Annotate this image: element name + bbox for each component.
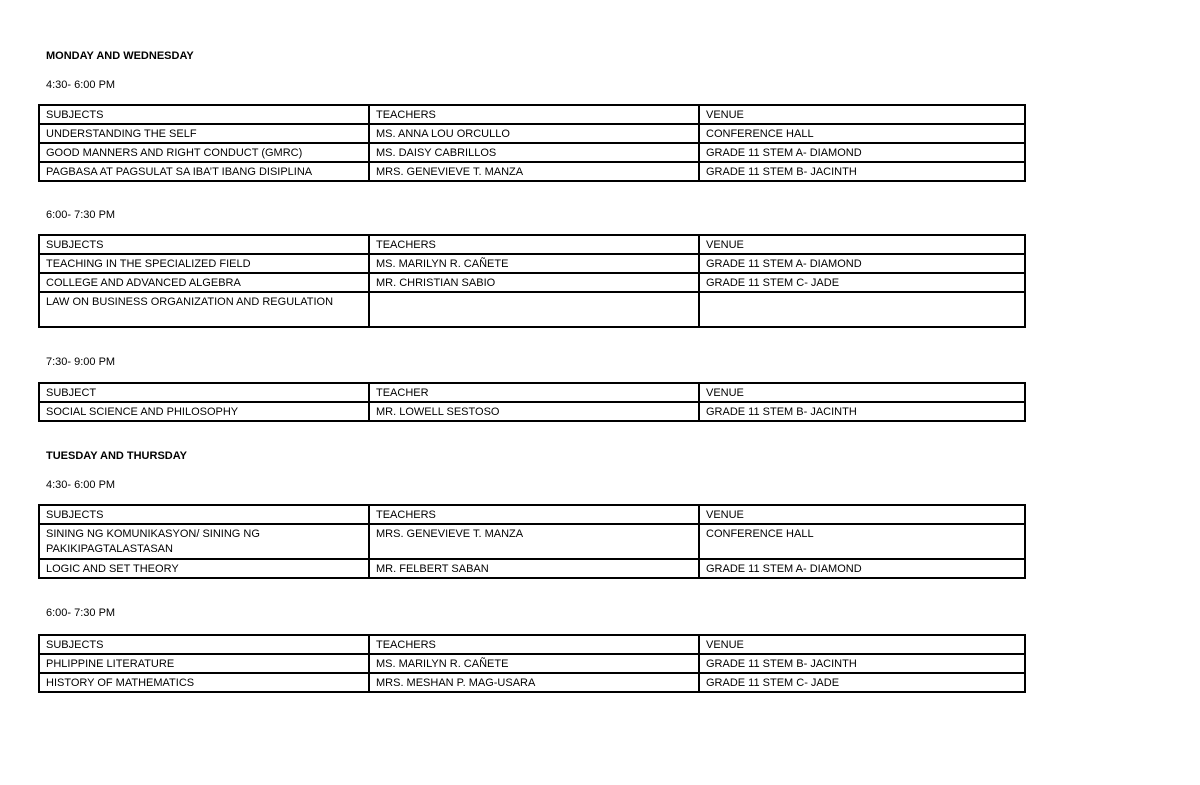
column-header: TEACHERS (369, 635, 699, 654)
column-header: SUBJECT (39, 383, 369, 402)
subject-cell: SINING NG KOMUNIKASYON/ SINING NG PAKIKIPAGTALASTASAN (39, 524, 369, 559)
table-row (39, 124, 1025, 143)
table-header-row (39, 505, 1025, 524)
subject-cell: COLLEGE AND ADVANCED ALGEBRA (39, 273, 369, 292)
column-header: VENUE (699, 383, 1025, 402)
subject-cell: HISTORY OF MATHEMATICS (39, 673, 369, 692)
time-slot-label: 6:00- 7:30 PM (46, 209, 116, 221)
teacher-cell: MRS. MESHAN P. MAG-USARA (369, 673, 699, 692)
column-header: SUBJECTS (39, 235, 369, 254)
venue-cell: CONFERENCE HALL (699, 524, 1025, 559)
venue-cell: GRADE 11 STEM C- JADE (699, 673, 1025, 692)
table-header-row (39, 635, 1025, 654)
schedule-table (38, 634, 1026, 693)
teacher-cell: MR. CHRISTIAN SABIO (369, 273, 699, 292)
venue-cell (699, 292, 1025, 327)
table-row (39, 673, 1025, 692)
venue-cell: GRADE 11 STEM A- DIAMOND (699, 143, 1025, 162)
table-row (39, 524, 1025, 559)
column-header: SUBJECTS (39, 505, 369, 524)
subject-cell: GOOD MANNERS AND RIGHT CONDUCT (GMRC) (39, 143, 369, 162)
subject-cell: SOCIAL SCIENCE AND PHILOSOPHY (39, 402, 369, 421)
venue-cell: GRADE 11 STEM C- JADE (699, 273, 1025, 292)
table-row (39, 254, 1025, 273)
column-header: VENUE (699, 635, 1025, 654)
table-row (39, 143, 1025, 162)
subject-cell: UNDERSTANDING THE SELF (39, 124, 369, 143)
time-slot-label: 6:00- 7:30 PM (46, 607, 116, 619)
table-row (39, 559, 1025, 578)
table-header-row (39, 105, 1025, 124)
teacher-cell: MRS. GENEVIEVE T. MANZA (369, 524, 699, 559)
teacher-cell: MS. MARILYN R. CAÑETE (369, 254, 699, 273)
schedule-table (38, 234, 1026, 328)
teacher-cell: MR. LOWELL SESTOSO (369, 402, 699, 421)
teacher-cell: MRS. GENEVIEVE T. MANZA (369, 162, 699, 181)
column-header: VENUE (699, 235, 1025, 254)
time-slot-label: 7:30- 9:00 PM (46, 356, 116, 368)
column-header: TEACHER (369, 383, 699, 402)
time-slot-label: 4:30- 6:00 PM (46, 479, 116, 491)
column-header: SUBJECTS (39, 105, 369, 124)
venue-cell: GRADE 11 STEM B- JACINTH (699, 402, 1025, 421)
table-row (39, 292, 1025, 327)
column-header: SUBJECTS (39, 635, 369, 654)
subject-cell: LOGIC AND SET THEORY (39, 559, 369, 578)
schedule-table (38, 382, 1026, 422)
column-header: TEACHERS (369, 105, 699, 124)
column-header: TEACHERS (369, 235, 699, 254)
table-header-row (39, 235, 1025, 254)
venue-cell: GRADE 11 STEM B- JACINTH (699, 654, 1025, 673)
column-header: TEACHERS (369, 505, 699, 524)
teacher-cell: MS. MARILYN R. CAÑETE (369, 654, 699, 673)
table-row (39, 162, 1025, 181)
teacher-cell: MS. ANNA LOU ORCULLO (369, 124, 699, 143)
venue-cell: CONFERENCE HALL (699, 124, 1025, 143)
subject-cell: LAW ON BUSINESS ORGANIZATION AND REGULATION (39, 292, 369, 327)
table-header-row (39, 383, 1025, 402)
subject-cell: TEACHING IN THE SPECIALIZED FIELD (39, 254, 369, 273)
column-header: VENUE (699, 505, 1025, 524)
column-header: VENUE (699, 105, 1025, 124)
subject-cell: PHLIPPINE LITERATURE (39, 654, 369, 673)
table-row (39, 654, 1025, 673)
schedule-table (38, 104, 1026, 182)
schedule-table (38, 504, 1026, 579)
table-row (39, 402, 1025, 421)
venue-cell: GRADE 11 STEM A- DIAMOND (699, 559, 1025, 578)
venue-cell: GRADE 11 STEM A- DIAMOND (699, 254, 1025, 273)
venue-cell: GRADE 11 STEM B- JACINTH (699, 162, 1025, 181)
teacher-cell: MS. DAISY CABRILLOS (369, 143, 699, 162)
subject-cell: PAGBASA AT PAGSULAT SA IBA’T IBANG DISIPLINA (39, 162, 369, 181)
table-row (39, 273, 1025, 292)
teacher-cell: MR. FELBERT SABAN (369, 559, 699, 578)
time-slot-label: 4:30- 6:00 PM (46, 79, 116, 91)
day-heading: MONDAY AND WEDNESDAY (46, 50, 194, 62)
day-heading: TUESDAY AND THURSDAY (46, 450, 187, 462)
teacher-cell (369, 292, 699, 327)
